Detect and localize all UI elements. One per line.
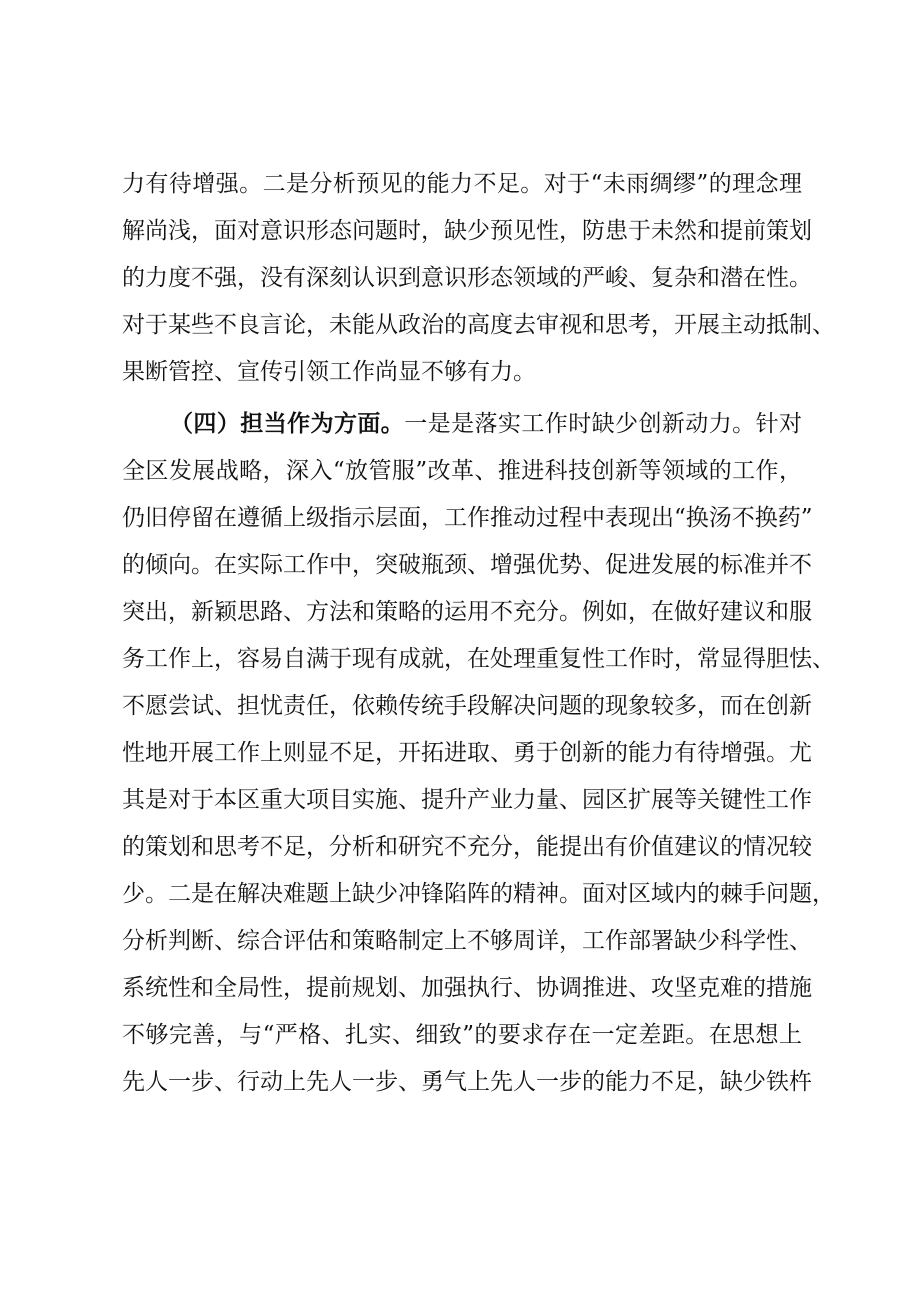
paragraph-line: 突出，新颖思路、方法和策略的运用不充分。例如，在做好建议和服 [122, 599, 812, 625]
paragraph-line: 果断管控、宣传引领工作尚显不够有力。 [122, 359, 536, 385]
paragraph-line: 不够完善，与“严格、扎实、细致”的要求存在一定差距。在思想上 [122, 1022, 802, 1048]
paragraph-line: 的倾向。在实际工作中，突破瓶颈、增强优势、促进发展的标准并不 [122, 552, 812, 578]
paragraph-line: 的策划和思考不足，分析和研究不充分，能提出有价值建议的情况较 [122, 834, 812, 860]
paragraph-line: 其是对于本区重大项目实施、提升产业力量、园区扩展等关键性工作 [122, 787, 812, 813]
paragraph-line: 系统性和全局性，提前规划、加强执行、协调推进、攻坚克难的措施 [122, 975, 812, 1001]
paragraph-line: 的力度不强，没有深刻认识到意识形态领域的严峻、复杂和潜在性。 [122, 265, 812, 291]
paragraph-line: 务工作上，容易自满于现有成就，在处理重复性工作时，常显得胆怯、 [122, 646, 835, 672]
section-heading: （四）担当作为方面。 [170, 410, 405, 437]
paragraph-line: 仍旧停留在遵循上级指示层面，工作推动过程中表现出“换汤不换药” [122, 505, 813, 531]
paragraph-line: 性地开展工作上则显不足，开拓进取、勇于创新的能力有待增强。尤 [122, 740, 812, 766]
paragraph-line: 对于某些不良言论，未能从政治的高度去审视和思考，开展主动抵制、 [122, 312, 835, 338]
paragraph-line: 分析判断、综合评估和策略制定上不够周详，工作部署缺少科学性、 [122, 928, 812, 954]
paragraph-line: 不愿尝试、担忧责任，依赖传统手段解决问题的现象较多，而在创新 [122, 693, 812, 719]
section-heading-line [170, 406, 802, 442]
paragraph-line: 解尚浅，面对意识形态问题时，缺少预见性，防患于未然和提前策划 [122, 218, 812, 244]
paragraph-line: 全区发展战略，深入“放管服”改革、推进科技创新等领域的工作， [122, 458, 802, 484]
paragraph-line: 力有待增强。二是分析预见的能力不足。对于“未雨绸缪”的理念理 [122, 171, 802, 197]
paragraph-line: 少。二是在解决难题上缺少冲锋陷阵的精神。面对区域内的棘手问题， [122, 881, 835, 907]
paragraph-text: 一是是落实工作时缺少创新动力。针对 [404, 411, 803, 437]
paragraph-line: 先人一步、行动上先人一步、勇气上先人一步的能力不足，缺少铁杵 [122, 1069, 812, 1095]
